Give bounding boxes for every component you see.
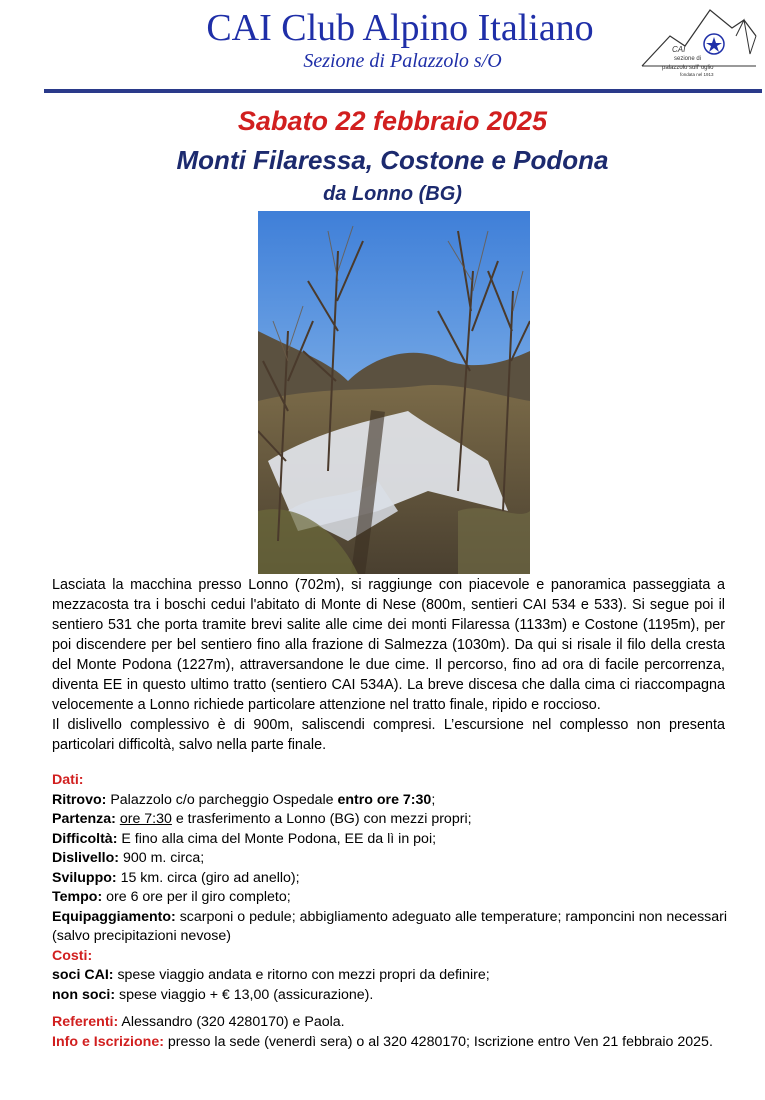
tempo-row — [52, 888, 732, 908]
soci-label: soci CAI: — [52, 967, 114, 983]
tempo-label: Tempo: — [52, 889, 103, 905]
non-soci-row — [52, 986, 732, 1006]
partenza-label: Partenza: — [52, 811, 116, 827]
equipaggiamento-text: scarponi o pedule; abbigliamento adeguato alle temperature; ramponcini non necessari (salvo precipitazioni nevose) — [52, 908, 728, 944]
equipaggiamento-label: Equipaggiamento: — [52, 908, 176, 925]
referenti-row — [52, 1013, 732, 1033]
difficolta-row — [52, 830, 732, 850]
partenza-text: e trasferimento a Lonno (BG) con mezzi propri; — [171, 811, 472, 827]
header-divider — [44, 89, 762, 93]
sviluppo-row — [52, 869, 732, 889]
non-soci-text: spese viaggio + € 13,00 (assicurazione). — [115, 986, 374, 1003]
tempo-text: ore 6 ore per il giro completo; — [102, 889, 291, 905]
club-section: Sezione di Palazzolo s/O — [303, 50, 502, 72]
sviluppo-text: 15 km. circa (giro ad anello); — [116, 869, 300, 886]
event-info — [52, 771, 732, 1052]
logo-sezione-text: sezione di — [674, 56, 702, 62]
ritrovo-text: Palazzolo c/o parcheggio Ospedale — [106, 791, 338, 808]
trail-photo — [258, 211, 530, 574]
event-subtitle: da Lonno (BG) — [323, 183, 462, 205]
dati-heading: Dati: — [52, 772, 84, 788]
ritrovo-row — [52, 791, 732, 811]
equipaggiamento-row — [52, 908, 732, 947]
dislivello-text: 900 m. circa; — [119, 850, 205, 866]
logo-cai-text: CAI — [672, 45, 686, 54]
ritrovo-tail: ; — [431, 791, 436, 808]
sviluppo-label: Sviluppo: — [52, 869, 117, 886]
referenti-text: Alessandro (320 4280170) e Paola. — [118, 1014, 345, 1030]
soci-text: spese viaggio andata e ritorno con mezzi propri da definire; — [113, 967, 490, 983]
iscrizione-label: Info e Iscrizione: — [52, 1033, 164, 1050]
soci-row — [52, 966, 732, 986]
event-title: Monti Filaressa, Costone e Podona — [176, 145, 609, 175]
cai-logo — [640, 6, 758, 80]
dislivello-label: Dislivello: — [52, 850, 120, 866]
difficolta-text: E fino alla cima del Monte Podona, EE da lì in poi; — [117, 830, 437, 847]
logo-founded-text: fondata nel 1913 — [680, 72, 714, 77]
referenti-label: Referenti: — [52, 1014, 119, 1030]
costi-heading: Costi: — [52, 947, 93, 964]
iscrizione-row — [52, 1033, 732, 1053]
logo-place-text: palazzolo sull' oglio — [662, 65, 714, 71]
description — [52, 575, 725, 755]
non-soci-label: non soci: — [52, 986, 116, 1003]
partenza-row — [52, 810, 732, 830]
club-title: CAI Club Alpino Italiano — [206, 7, 594, 49]
ritrovo-label: Ritrovo: — [52, 791, 107, 808]
partenza-time: ore 7:30 — [119, 811, 172, 827]
difficolta-label: Difficoltà: — [52, 830, 118, 847]
dislivello-row — [52, 849, 732, 869]
ritrovo-time: entro ore 7:30 — [337, 791, 432, 808]
iscrizione-text: presso la sede (venerdì sera) o al 320 4280170; Iscrizione entro Ven 21 febbraio 2025. — [163, 1033, 713, 1050]
event-date: Sabato 22 febbraio 2025 — [237, 106, 548, 136]
description-paragraph: Lasciata la macchina presso Lonno (702m), si raggiunge con piacevole e panoramica passeggiata a mezzacosta tra i boschi cedui l'abitato di Monte di Nese (800m, sentieri CAI 534 e 533). Si segue poi il sentiero 531 che porta tramite brevi salite alle cime dei monti Filaressa (1133m) e Costone (1195m), per poi discendere per bel sentiero fino alla frazione di Salmezza (1030m). Da qui si risale il filo della cresta del Monte Podona (1227m), attraversandone le due cime. Il percorso, fino ad ora di facile percorrenza, diventa EE in questo ultimo tratto (sentiero CAI 534A). La breve discesa che dalla cima ci riaccompagna velocemente a Lonno richiede particolare attenzione nel tratto finale, ripido e roccioso. — [52, 577, 725, 713]
description-paragraph: Il dislivello complessivo è di 900m, saliscendi compresi. L’escursione nel complesso non presenta particolari difficoltà, salvo nella parte finale. — [52, 717, 725, 753]
